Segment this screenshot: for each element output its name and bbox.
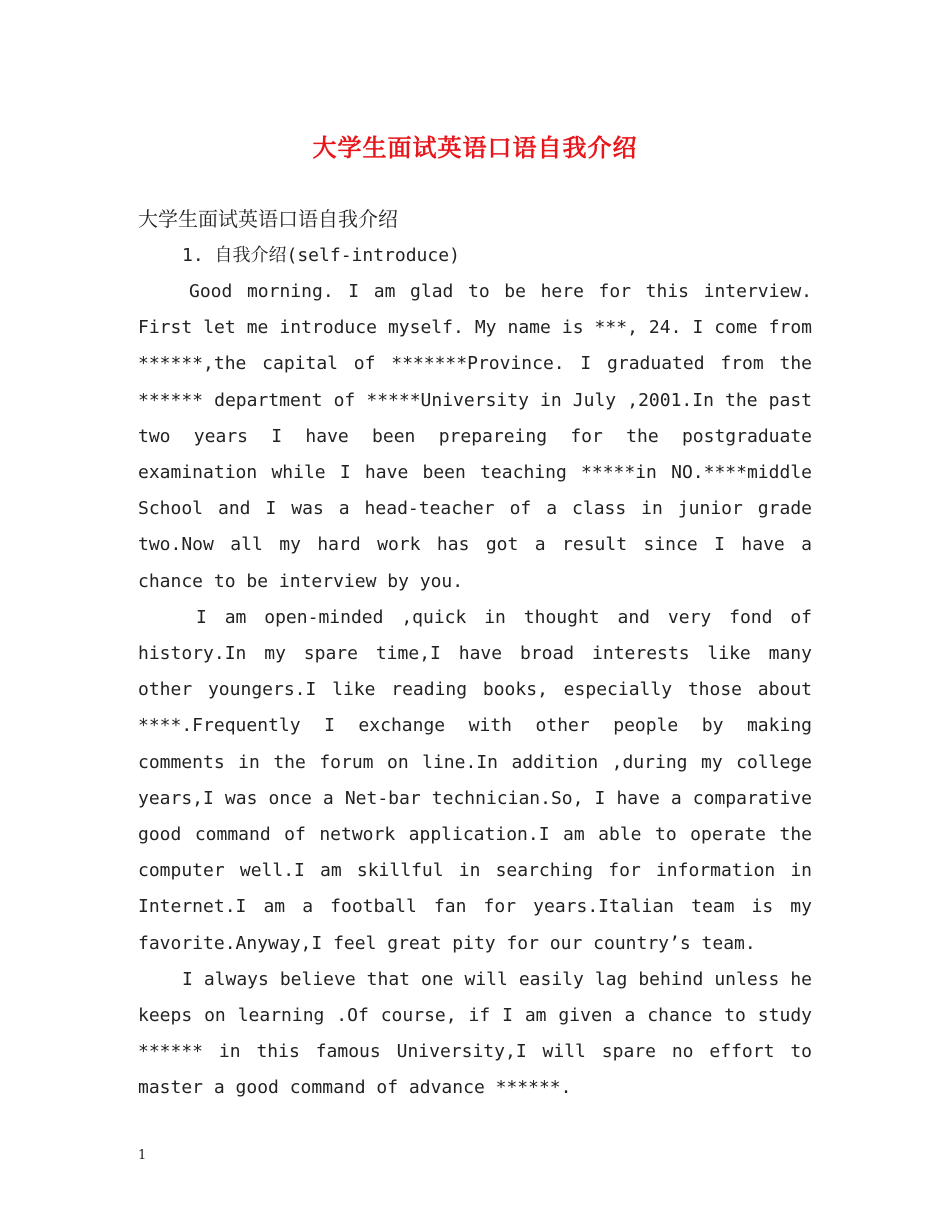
document-body (138, 200, 812, 1107)
document-subtitle: 大学生面试英语口语自我介绍 (138, 207, 398, 231)
page-number: 1 (138, 1148, 147, 1163)
paragraph-3: I always believe that one will easily lag behind unless he keeps on learning .Of course, if I am given a chance to study ****** in this famous University,I will spare no effort to master a good command of advance ******. (138, 968, 812, 1099)
section-heading: 1. 自我介绍(self-introduce) (182, 245, 460, 266)
paragraph-2: I am open-minded ,quick in thought and very fond of history.In my spare time,I have broad interests like many other youngers.I like reading books, especially those about ****.Frequently I exchange with other people by making comments in the forum on line.In addition ,during my college years,I was once a Net-bar technician.So, I have a comparative good command of network application.I am able to operate the computer well.I am skillful in searching for information in Internet.I am a football fan for years.Italian team is my favorite.Anyway,I feel great pity for our country’s team. (138, 606, 812, 954)
paragraph-1: Good morning. I am glad to be here for this interview. First let me introduce myself. My name is ***, 24. I come from ******,the capital of *******Province. I graduated from the ****** department of *****University in July ,2001.In the past two years I have been prepareing for the postgraduate examination while I have been teaching *****in NO.****middle School and I was a head-teacher of a class in junior grade two.Now all my hard work has got a result since I have a chance to be interview by you. (138, 281, 812, 592)
document-title: 大学生面试英语口语自我介绍 (312, 133, 638, 162)
